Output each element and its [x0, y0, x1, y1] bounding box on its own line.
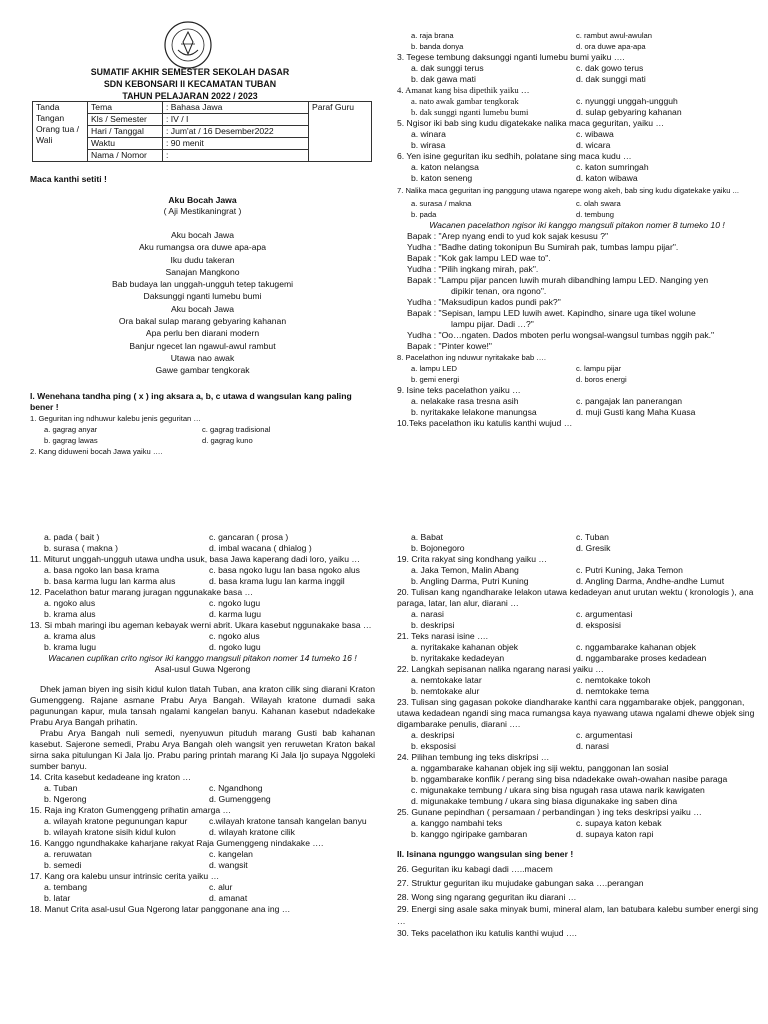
options-q9 [397, 407, 757, 418]
option[interactable]: c. ngoko alus [209, 631, 260, 641]
option[interactable]: b. nyritakake kedadeyan [411, 653, 505, 663]
option[interactable]: a. tembang [44, 882, 87, 892]
option[interactable]: b. gagrag lawas [44, 435, 98, 445]
story-title: Asal-usul Guwa Ngerong [154, 664, 251, 674]
option[interactable]: b. Angling Darma, Putri Kuning [411, 576, 529, 586]
options-q16 [30, 860, 375, 871]
options-q5 [397, 129, 757, 140]
options-q11 [30, 576, 375, 587]
option[interactable]: b. semedi [44, 860, 82, 870]
section-2-instruction: II. Isinana ngunggo wangsulan sing bener ! [397, 849, 574, 859]
option[interactable]: c. pangajak lan panerangan [576, 396, 683, 406]
option[interactable]: b. pada [411, 210, 437, 219]
options-q23 [397, 730, 759, 741]
info-value: : Bahasa Jawa [163, 102, 309, 114]
option[interactable]: b. Ngerong [44, 794, 87, 804]
speaker: Yudha [407, 242, 432, 252]
option[interactable]: c. Tuban [576, 532, 609, 542]
options-q22 [397, 675, 759, 686]
option[interactable]: b. nggambarake konflik / perang sing bisa ndadekake owah-owahan nasibe paraga [411, 774, 728, 784]
question-20: 20. Tulisan kang ngandharake lelakon utawa kedadeyan anut urutan wektu ( kronologis ), ana paraga, latar, lan alur, diarani … [397, 587, 754, 608]
poem-line: Apa perlu ben diarani modern [145, 328, 260, 339]
option[interactable]: a. deskripsi [411, 730, 455, 740]
dialog-line [407, 253, 757, 264]
options-q17 [30, 882, 375, 893]
essay-question: 26. Geguritan iku kabagi dadi …..macem [397, 864, 553, 874]
options-q17 [30, 893, 375, 904]
dialog-continuation: dipikir tenan, ora ngono". [451, 286, 547, 296]
speaker: Bapak [407, 341, 432, 351]
option[interactable]: b. latar [44, 893, 71, 903]
essay-question: 27. Struktur geguritan iku mujudake gabungan saka ….perangan [397, 878, 644, 888]
question-19: 19. Crita rakyat sing kondhang yaiku … [397, 554, 547, 564]
header-line-2: SDN KEBONSARI II KECAMATAN TUBAN [103, 79, 277, 89]
header-line-3: TAHUN PELAJARAN 2022 / 2023 [122, 91, 258, 101]
tut-wuri-handayani-logo-icon [163, 20, 213, 70]
option[interactable]: c. olah swara [576, 199, 621, 208]
poem-line: Utawa nao awak [170, 352, 235, 363]
left-column-p1 [30, 174, 375, 457]
option[interactable]: d. wangsit [209, 860, 248, 870]
options-q1 [30, 424, 375, 435]
options-q22 [397, 686, 759, 697]
option[interactable]: d. muji Gusti kang Maha Kuasa [576, 407, 696, 417]
options-q5 [397, 140, 757, 151]
right-column-p1 [397, 30, 757, 429]
essay-questions [397, 863, 759, 939]
option[interactable]: a. krama alus [44, 631, 96, 641]
options-q20 [397, 609, 759, 620]
option[interactable]: b. nemtokake alur [411, 686, 480, 696]
poem-line: Ora bakal sulap marang gebyaring kahanan [118, 316, 287, 327]
option[interactable]: b. krama lugu [44, 642, 97, 652]
option[interactable]: d. basa krama lugu lan karma inggil [209, 576, 345, 586]
option[interactable]: b. nyritakake lelakone manungsa [411, 407, 537, 417]
poem-line: Iku dudu takeran [170, 254, 235, 265]
option[interactable]: b. dak sunggi nganti lumebu bumi [411, 107, 529, 117]
info-key: Kls / Semester [88, 114, 163, 126]
speaker: Yudha [407, 297, 432, 307]
question-6: 6. Yen isine geguritan iku sedhih, polatane sing maca kudu … [397, 151, 632, 161]
options-q1 [30, 435, 375, 446]
options-q11 [30, 565, 375, 576]
question-13: 13. Si mbah maringi ibu ageman kebayak werni abrit. Ukara kasebut nggunakake basa … [30, 620, 372, 630]
option[interactable]: d. imbal wacana ( dhialog ) [209, 543, 312, 553]
dialog-line [407, 341, 757, 352]
option[interactable]: c. kangelan [209, 849, 253, 859]
dialog-continuation: lampu pijar. Dadi …?" [451, 319, 534, 329]
option[interactable]: b. Bojonegoro [411, 543, 465, 553]
dialog-line [407, 297, 757, 308]
option[interactable]: d. Angling Darma, Andhe-andhe Lumut [576, 576, 725, 586]
option[interactable]: d. nggambarake proses kedadean [576, 653, 707, 663]
question-15: 15. Raja ing Kraton Gumenggeng prihatin amarga … [30, 805, 232, 815]
utterance: : "Lampu pijar pancen luwih murah dibandhing lampu LED. Nanging yen [433, 275, 709, 285]
story-paragraph-2: Prabu Arya Bangah nuli semedi, nyenyuwun pituduh marang Gusti bab kahanan kasebut. Sajerone semedi, Prabu Arya Bangah oleh wangsit yen reruwetan Kraton bakal sirna saka pitulungan Ki Jala Ijo. Prabu paring printah marang Ki Jala Ijo supaya Nggoleki sumber banyu. [30, 728, 375, 771]
option[interactable]: c. katon sumringah [576, 162, 649, 172]
intro-text: Maca kanthi setiti ! [30, 174, 107, 184]
option[interactable]: a. dak sunggi terus [411, 63, 484, 73]
poem-line: Bab budaya lan unggah-ungguh tetep takugemi [111, 279, 294, 290]
poem-line: Aku rumangsa ora duwe apa-apa [138, 242, 267, 253]
speaker: Bapak [407, 253, 432, 263]
speaker: Yudha [407, 330, 432, 340]
options-q12 [30, 609, 375, 620]
option[interactable]: b. basa karma lugu lan karma alus [44, 576, 176, 586]
utterance: : "Kok gak lampu LED wae to". [433, 253, 551, 263]
options-q9 [397, 396, 757, 407]
option[interactable]: c. migunakake tembung / ukara sing bisa ngugah rasa utawa narik kawigaten [411, 785, 705, 795]
dialog-line [407, 242, 757, 253]
question-1: 1. Geguritan ing ndhuwur kalebu jenis geguritan … [30, 413, 201, 423]
option[interactable]: d. katon wibawa [576, 173, 638, 183]
option[interactable]: a. nato awak gambar tengkorak [411, 96, 519, 106]
info-value: : IV / I [163, 114, 309, 126]
speaker: Bapak [407, 275, 432, 285]
options-q14 [30, 783, 375, 794]
option[interactable]: d. dak sunggi mati [576, 74, 646, 84]
option[interactable]: c. nggambarake kahanan objek [576, 642, 696, 652]
poem-line: Gawe gambar tengkorak [155, 365, 250, 376]
option[interactable]: b. katon seneng [411, 173, 473, 183]
option[interactable]: a. winara [411, 129, 446, 139]
info-value: : [163, 150, 309, 162]
options-q25 [397, 829, 759, 840]
question-21: 21. Teks narasi isine …. [397, 631, 489, 641]
question-16: 16. Kanggo ngundhakake kaharjane rakyat Raja Gumenggeng nindakake …. [30, 838, 324, 848]
info-value: : 90 menit [163, 138, 309, 150]
poem-line: Daksunggi nganti lumebu bumi [143, 291, 262, 302]
options-q15 [30, 827, 375, 838]
option[interactable]: c. argumentasi [576, 609, 633, 619]
story-instruction: Wacanen cuplikan crito ngisor iki kanggo mangsuli pitakon nomer 14 tumeko 16 ! [48, 653, 357, 663]
options-q8 [397, 374, 757, 385]
option[interactable]: a. surasa / makna [411, 199, 472, 208]
option[interactable]: b. gemi energi [411, 375, 460, 384]
essay-question: 30. Teks pacelathon iku katulis kanthi wujud …. [397, 928, 577, 938]
right-column-p2 [397, 532, 759, 939]
student-info-table [32, 101, 372, 162]
info-value: : Jum'at / 16 Desember2022 [163, 126, 309, 138]
question-5: 5. Ngisor iki bab sing kudu digatekake nalika maca geguritan, yaiku … [397, 118, 665, 128]
option[interactable]: a. raja brana [411, 31, 454, 40]
poem-line: Sanajan Mangkono [165, 266, 240, 277]
options-q3 [397, 63, 757, 74]
option[interactable]: c. rambut awul-awulan [576, 31, 652, 40]
option[interactable]: a. Babat [411, 532, 444, 542]
option[interactable]: b. wilayah kratone sisih kidul kulon [44, 827, 176, 837]
option[interactable]: a. lampu LED [411, 364, 458, 373]
option[interactable]: d. Gresik [576, 543, 611, 553]
option[interactable]: b. kanggo ngiripake gambaran [411, 829, 528, 839]
option[interactable]: a. reruwatan [44, 849, 92, 859]
option[interactable]: d. eksposisi [576, 620, 621, 630]
option[interactable]: c. supaya katon kebak [576, 818, 662, 828]
options-q18 [397, 543, 759, 554]
option[interactable]: d. wilayah kratone cilik [209, 827, 295, 837]
option[interactable]: a. narasi [411, 609, 444, 619]
option[interactable]: c. lampu pijar [576, 364, 622, 373]
options-q2 [397, 30, 757, 41]
option[interactable]: d. tembung [576, 210, 614, 219]
option[interactable]: c. dak gowo terus [576, 63, 644, 73]
speaker: Bapak [407, 308, 432, 318]
options-q3 [397, 74, 757, 85]
options-q10 [30, 543, 375, 554]
question-14: 14. Crita kasebut kedadeane ing kraton … [30, 772, 191, 782]
option[interactable]: d. ngoko lugu [209, 642, 261, 652]
option[interactable]: b. banda donya [411, 42, 464, 51]
info-key: Nama / Nomor [88, 150, 163, 162]
question-3: 3. Tegese tembung daksunggi nganti lumebu bumi yaiku …. [397, 52, 625, 62]
option[interactable]: a. katon nelangsa [411, 162, 479, 172]
question-8: 8. Pacelathon ing nduwur nyritakake bab …. [397, 353, 547, 362]
sign-label: Tanda Tangan Orang tua / Wali [33, 102, 88, 162]
question-18: 18. Manut Crita asal-usul Gua Ngerong latar panggonane ana ing … [30, 904, 291, 914]
poem-line: Banjur ngecet lan ngawul-awul rambut [129, 340, 276, 351]
option[interactable]: d. sulap gebyaring kahanan [576, 107, 682, 117]
option[interactable]: c.wilayah kratone tansah kangelan banyu [209, 816, 367, 826]
page-1 [0, 0, 768, 500]
options-q25 [397, 818, 759, 829]
options-q4 [397, 107, 757, 118]
option[interactable]: a. Jaka Temon, Malin Abang [411, 565, 519, 575]
option[interactable]: b. eksposisi [411, 741, 456, 751]
header-line-1: SUMATIF AKHIR SEMESTER SEKOLAH DASAR [90, 67, 290, 77]
speaker: Yudha [407, 264, 432, 274]
option[interactable]: b. deskripsi [411, 620, 455, 630]
poem-author: ( Aji Mestikaningrat ) [163, 206, 242, 216]
options-q4 [397, 96, 757, 107]
options-q23 [397, 741, 759, 752]
option[interactable]: a. nelakake rasa tresna asih [411, 396, 519, 406]
options-q20 [397, 620, 759, 631]
options-q7 [397, 198, 757, 209]
option[interactable]: c. nemtokake tokoh [576, 675, 651, 685]
options-q19 [397, 565, 759, 576]
option[interactable]: a. nemtokake latar [411, 675, 482, 685]
section-1-instruction: I. Wenehana tandha ping ( x ) ing aksara a, b, c utawa d wangsulan kang paling bener ! [30, 390, 352, 412]
option[interactable]: c. basa ngoko lugu lan basa ngoko alus [209, 565, 360, 575]
options-q2 [397, 41, 757, 52]
question-9: 9. Isine teks pacelathon yaiku … [397, 385, 521, 395]
option[interactable]: c. argumentasi [576, 730, 633, 740]
dialog-line [407, 330, 757, 341]
options-q13 [30, 642, 375, 653]
option[interactable]: c. Putri Kuning, Jaka Temon [576, 565, 683, 575]
option[interactable]: a. wilayah kratone pegunungan kapur [44, 816, 188, 826]
options-q10 [30, 532, 375, 543]
option[interactable]: a. kanggo nambahi teks [411, 818, 503, 828]
question-22: 22. Langkah sepisanan nalika ngarang narasi yaiku … [397, 664, 604, 674]
option[interactable]: d. karma lugu [209, 609, 262, 619]
options-q8 [397, 363, 757, 374]
dialog [397, 231, 757, 352]
options-q19 [397, 576, 759, 587]
essay-question: 29. Energi sing asale saka minyak bumi, mineral alam, lan batubara kalebu sumber energi sing … [397, 904, 759, 926]
paraf-label: Paraf Guru [309, 102, 372, 162]
info-key: Hari / Tanggal [88, 126, 163, 138]
options-q21 [397, 642, 759, 653]
option[interactable]: c. alur [209, 882, 233, 892]
option[interactable]: d. migunakake tembung / ukara sing biasa digunakake ing saben dina [411, 796, 678, 806]
poem-line: Aku bocah Jawa [170, 230, 235, 240]
options-q18 [397, 532, 759, 543]
poem-line: Aku bocah Jawa [170, 303, 235, 314]
options-q6 [397, 162, 757, 173]
utterance: : "Badhe dating tokonipun Bu Sumirah pak, tumbas lampu pijar". [433, 242, 679, 252]
option[interactable]: a. pada ( bait ) [44, 532, 100, 542]
option[interactable]: d. Gumenggeng [209, 794, 271, 804]
option[interactable]: d. gagrag kuno [202, 435, 253, 445]
dialog-instruction: Wacanen pacelathon ngisor iki kanggo mangsuli pitakon nomer 8 tumeko 10 ! [429, 220, 725, 230]
question-10: 10.Teks pacelathon iku katulis kanthi wujud … [397, 418, 573, 428]
option[interactable]: a. ngoko alus [44, 598, 96, 608]
question-2: 2. Kang diduweni bocah Jawa yaiku …. [30, 446, 163, 456]
question-24: 24. Pilihan tembung ing teks diskripsi … [397, 752, 550, 762]
dialog-line [407, 231, 757, 242]
option[interactable]: b. surasa ( makna ) [44, 543, 119, 553]
option[interactable]: d. ora duwe apa-apa [576, 42, 646, 51]
option[interactable]: c. ngoko lugu [209, 598, 261, 608]
option[interactable]: d. boros energi [576, 375, 627, 384]
option[interactable]: c. nyunggi unggah-ungguh [576, 96, 678, 106]
utterance: : "Oo…ngaten. Dados mboten perlu wongsal-wangsul tumbas nggih pak." [433, 330, 715, 340]
option[interactable]: b. wirasa [411, 140, 446, 150]
option[interactable]: a. gagrag anyar [44, 424, 98, 434]
option[interactable]: a. nyritakake kahanan objek [411, 642, 519, 652]
question-25: 25. Gunane pepindhan ( persamaan / perbandingan ) ing teks deskripsi yaiku … [397, 807, 702, 817]
dialog-line [407, 264, 757, 275]
option[interactable]: c. wibawa [576, 129, 614, 139]
option[interactable]: d. nemtokake tema [576, 686, 650, 696]
question-11: 11. Miturut unggah-ungguh utawa undha usuk, basa Jawa kaperang dadi loro, yaiku … [30, 554, 360, 564]
options-q21 [397, 653, 759, 664]
utterance: : "Pilih ingkang mirah, pak". [433, 264, 539, 274]
options-q24 [397, 763, 759, 807]
option[interactable]: c. gancaran ( prosa ) [209, 532, 289, 542]
option[interactable]: d. amanat [209, 893, 248, 903]
info-key: Tema [88, 102, 163, 114]
utterance: : "Maksudipun kados pundi pak?" [433, 297, 561, 307]
options-q12 [30, 598, 375, 609]
utterance: : "Arep nyang endi to yud kok sajak kesusu ?" [433, 231, 609, 241]
option[interactable]: d. supaya katon rapi [576, 829, 654, 839]
left-column-p2 [30, 532, 375, 915]
option[interactable]: c. Ngandhong [209, 783, 263, 793]
page-2 [0, 520, 768, 1024]
question-17: 17. Kang ora kalebu unsur intrinsic cerita yaiku … [30, 871, 220, 881]
option[interactable]: b. dak gawa mati [411, 74, 476, 84]
poem-title: Aku Bocah Jawa [168, 195, 237, 205]
options-q6 [397, 173, 757, 184]
info-key: Waktu [88, 138, 163, 150]
question-7: 7. Nalika maca geguritan ing panggung utawa ngarepe wong akeh, bab sing kudu digatekake yaiku ... [397, 186, 739, 195]
utterance: : "Pinter kowe!" [433, 341, 492, 351]
option[interactable]: d. narasi [576, 741, 609, 751]
options-q7 [397, 209, 757, 220]
options-q16 [30, 849, 375, 860]
options-q15 [30, 816, 375, 827]
option[interactable]: b. krama alus [44, 609, 96, 619]
question-12: 12. Pacelathon batur marang juragan nggunakake basa … [30, 587, 254, 597]
options-q13 [30, 631, 375, 642]
essay-question: 28. Wong sing ngarang geguritan iku diarani … [397, 892, 577, 902]
poem-body [30, 229, 375, 377]
story-paragraph-1: Dhek jaman biyen ing sisih kidul kulon tlatah Tuban, ana kraton cilik sing diarani Kraton Gumenggeng. Rajane asmane Prabu Arya Bangah. Wilayah kratone dumadi saka pagunungan kapur, mula tansah ngalami kangelan banyu. Kahanan kasebut ndadekake Prabu Arya Bangah prihatin. [30, 684, 375, 727]
option[interactable]: a. nggambarake kahanan objek ing siji wektu, panggonan lan sosial [411, 763, 669, 773]
dialog-line [407, 275, 757, 286]
question-23: 23. Tulisan sing gagasan pokoke diandharake kanthi cara nggambarake objek, panggonan, utawa kedadean ngandi sing maca rumangsa kaya nyawang utawa ngalami dhewe objek sing digambarake penulis, diarani …. [397, 697, 755, 729]
options-q14 [30, 794, 375, 805]
option[interactable]: c. gagrag tradisional [202, 424, 271, 434]
utterance: : "Sepisan, lampu LED luwih awet. Kapindho, sinare uga tikel wolune [433, 308, 696, 318]
dialog-line [407, 308, 757, 319]
option[interactable]: d. wicara [576, 140, 611, 150]
question-4: 4. Amanat kang bisa dipethik yaiku … [397, 85, 530, 95]
option[interactable]: a. basa ngoko lan basa krama [44, 565, 160, 575]
speaker: Bapak [407, 231, 432, 241]
option[interactable]: a. Tuban [44, 783, 78, 793]
